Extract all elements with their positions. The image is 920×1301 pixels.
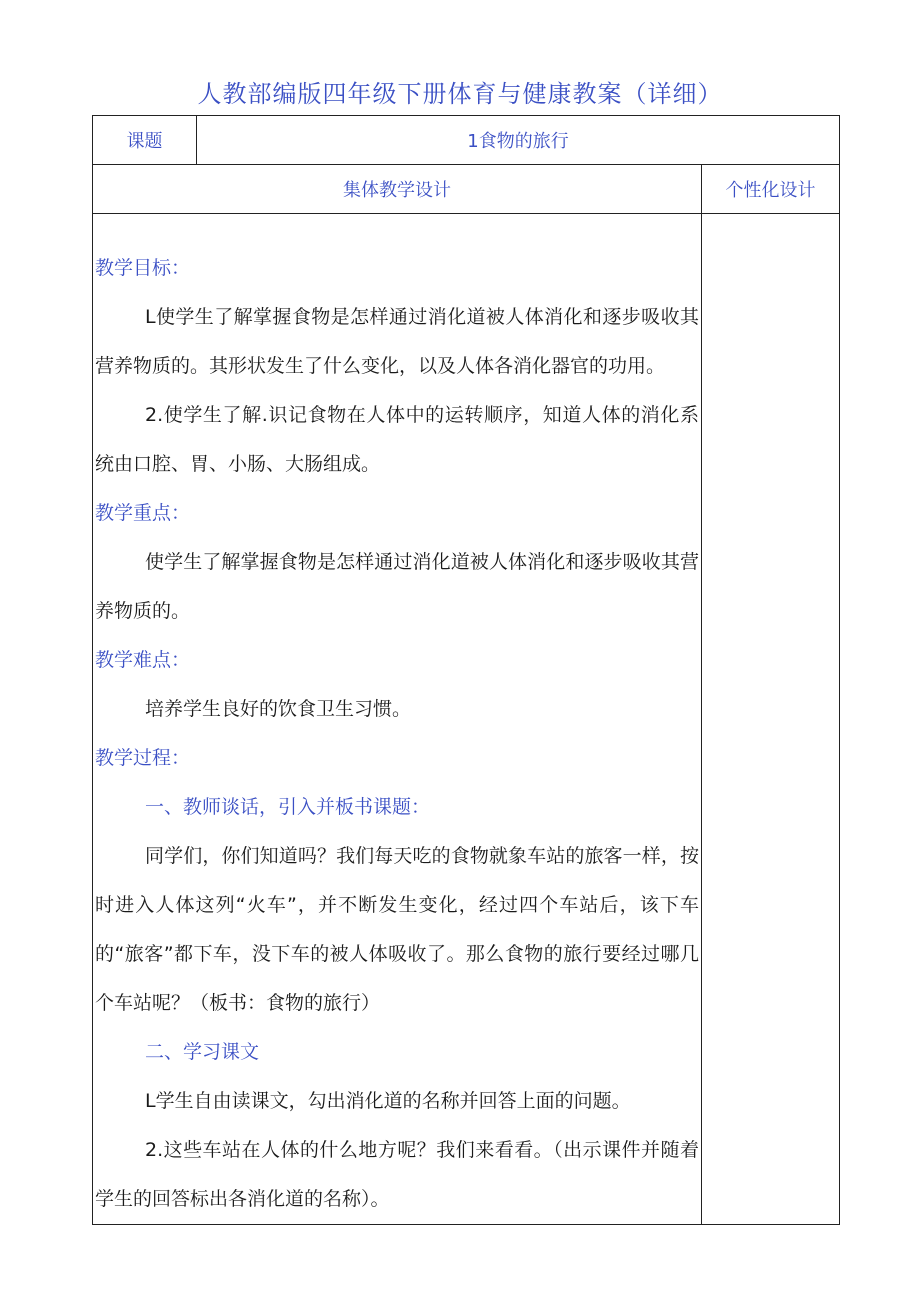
key-point-text: 使学生了解掌握食物是怎样通过消化道被人体消化和逐步吸收其营养物质的。 [95,551,699,622]
personalized-design-cell [702,214,840,1225]
step-1-text: 同学们，你们知道吗？我们每天吃的食物就象车站的旅客一样，按时进入人体这列“火车”，并不断发生变化，经过四个车站后，该下车的“旅客”都下车，没下车的被人体吸收了。那么食物的旅行要经过哪几个车站呢？（板书：食物的旅行） [95,845,699,1014]
document-title: 人教部编版四年级下册体育与健康教案（详细） [197,80,723,108]
lesson-content [93,214,701,1224]
lesson-plan-table [92,115,840,1225]
personalized-design-header: 个性化设计 [702,165,840,214]
difficulty-text: 培养学生良好的饮食卫生习惯。 [145,698,412,720]
main-design-cell [93,214,702,1225]
topic-row [93,116,840,165]
goal-item-1: L使学生了解掌握食物是怎样通过消化道被人体消化和逐步吸收其营养物质的。其形状发生了什么变化，以及人体各消化器官的功用。 [95,306,699,377]
step-2-item-1: L学生自由读课文，勾出消化道的名称并回答上面的问题。 [145,1090,631,1112]
goal-heading: 教学目标： [95,257,191,279]
step-1-title: 一、教师谈话，引入并板书课题： [145,796,431,818]
goal-item-2: 2.使学生了解.识记食物在人体中的运转顺序，知道人体的消化系统由口腔、胃、小肠、大肠组成。 [95,404,699,475]
step-2-title: 二、学习课文 [145,1041,260,1063]
process-heading: 教学过程： [95,747,191,769]
difficulty-heading: 教学难点： [95,649,191,671]
topic-value: 1食物的旅行 [197,116,840,165]
step-2-item-2: 2.这些车站在人体的什么地方呢？我们来看看。（出示课件并随着学生的回答标出各消化道的名称）。 [95,1139,699,1210]
topic-label: 课题 [93,116,197,165]
column-header-row [93,165,840,214]
main-design-header: 集体教学设计 [93,165,702,214]
content-row [93,214,840,1225]
key-point-heading: 教学重点： [95,502,191,524]
